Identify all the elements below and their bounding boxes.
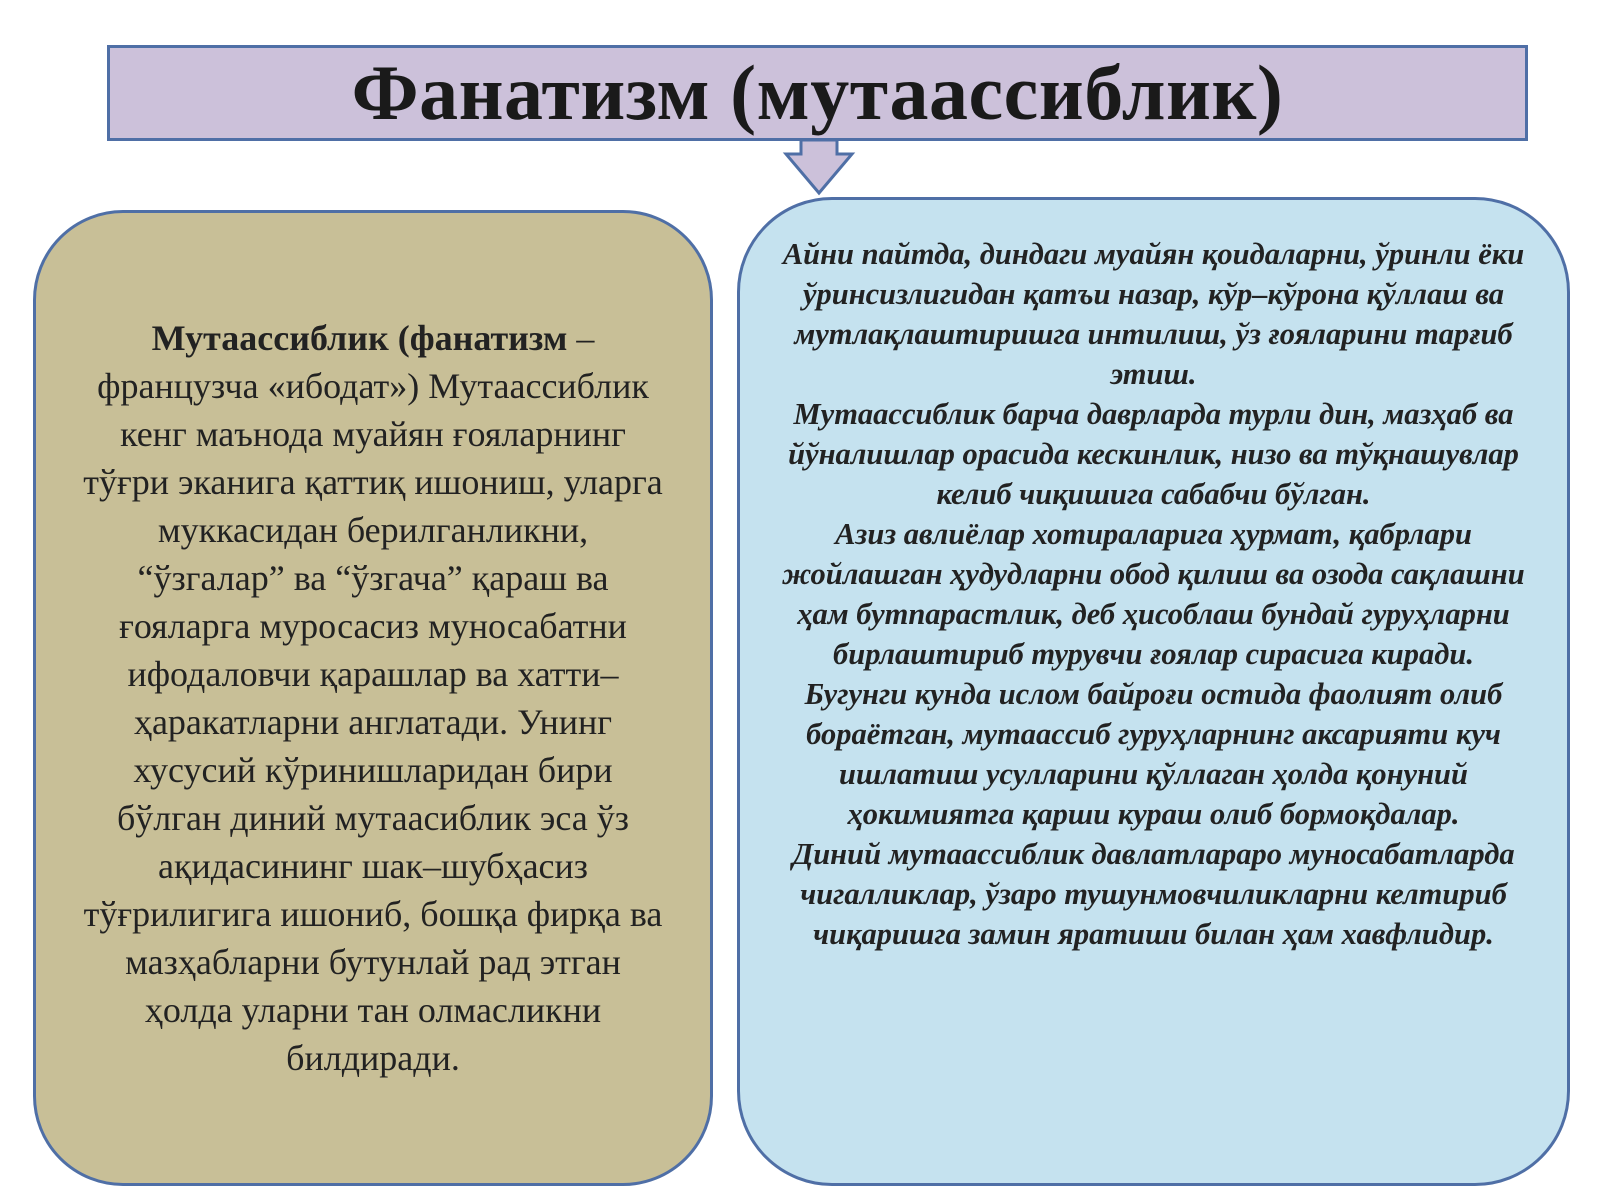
details-paragraph: Диний мутаассиблик давлатлараро муносабатларда чигалликлар, ўзаро тушунмовчиликларни келтириб чиқаришга замин яратиши билан ҳам хавфлидир. xyxy=(792,837,1515,951)
slide-title: Фанатизм (мутаассиблик) xyxy=(351,49,1284,136)
down-arrow-icon xyxy=(779,140,859,200)
details-text xyxy=(776,234,1531,954)
definition-text xyxy=(82,314,664,1082)
details-paragraph: Айни пайтда, диндаги муайян қоидаларни, ўринли ёки ўринсизлигидан қатъи назар, кўр–кўрона қўллаш ва мутлақлаштиришга интилиш, ўз ғояларини тарғиб этиш. xyxy=(782,237,1525,391)
definition-term: Мутаассиблик (фанатизм xyxy=(151,318,568,358)
details-paragraph: Бугунги кунда ислом байроғи остида фаолият олиб бораётган, мутаассиб гуруҳларнинг аксарияти куч ишлатиш усулларини қўллаган ҳолда қонуний ҳокимиятга қарши кураш олиб бормоқдалар. xyxy=(804,677,1503,831)
title-banner xyxy=(107,45,1528,141)
details-paragraph: Мутаассиблик барча даврларда турли дин, мазҳаб ва йўналишлар орасида кескинлик, низо ва тўқнашувлар келиб чиқишига сабабчи бўлган. xyxy=(788,397,1519,511)
details-panel xyxy=(737,197,1570,1186)
details-paragraph: Азиз авлиёлар хотираларига ҳурмат, қабрлари жойлашган ҳудудларни обод қилиш ва озода сақлашни ҳам бутпарастлик, деб ҳисоблаш бундай гуруҳларни бирлаштириб турувчи ғоялар сирасига киради. xyxy=(782,517,1525,671)
definition-panel xyxy=(33,210,713,1186)
definition-body: – французча «ибодат») Мутаассиблик кенг маънода муайян ғояларнинг тўғри эканига қаттиқ ишониш, уларга муккасидан берилганликни, “ўзгалар” ва “ўзгача” қараш ва ғояларга муросасиз муносабатни ифодаловчи қарашлар ва хатти–ҳаракатларни англатади. Унинг хусусий кўринишларидан бири бўлган диний мутаасиблик эса ўз ақидасининг шак–шубҳасиз тўғрилигига ишониб, бошқа фирқа ва мазҳабларни бутунлай рад этган ҳолда уларни тан олмасликни билдиради. xyxy=(83,318,663,1078)
